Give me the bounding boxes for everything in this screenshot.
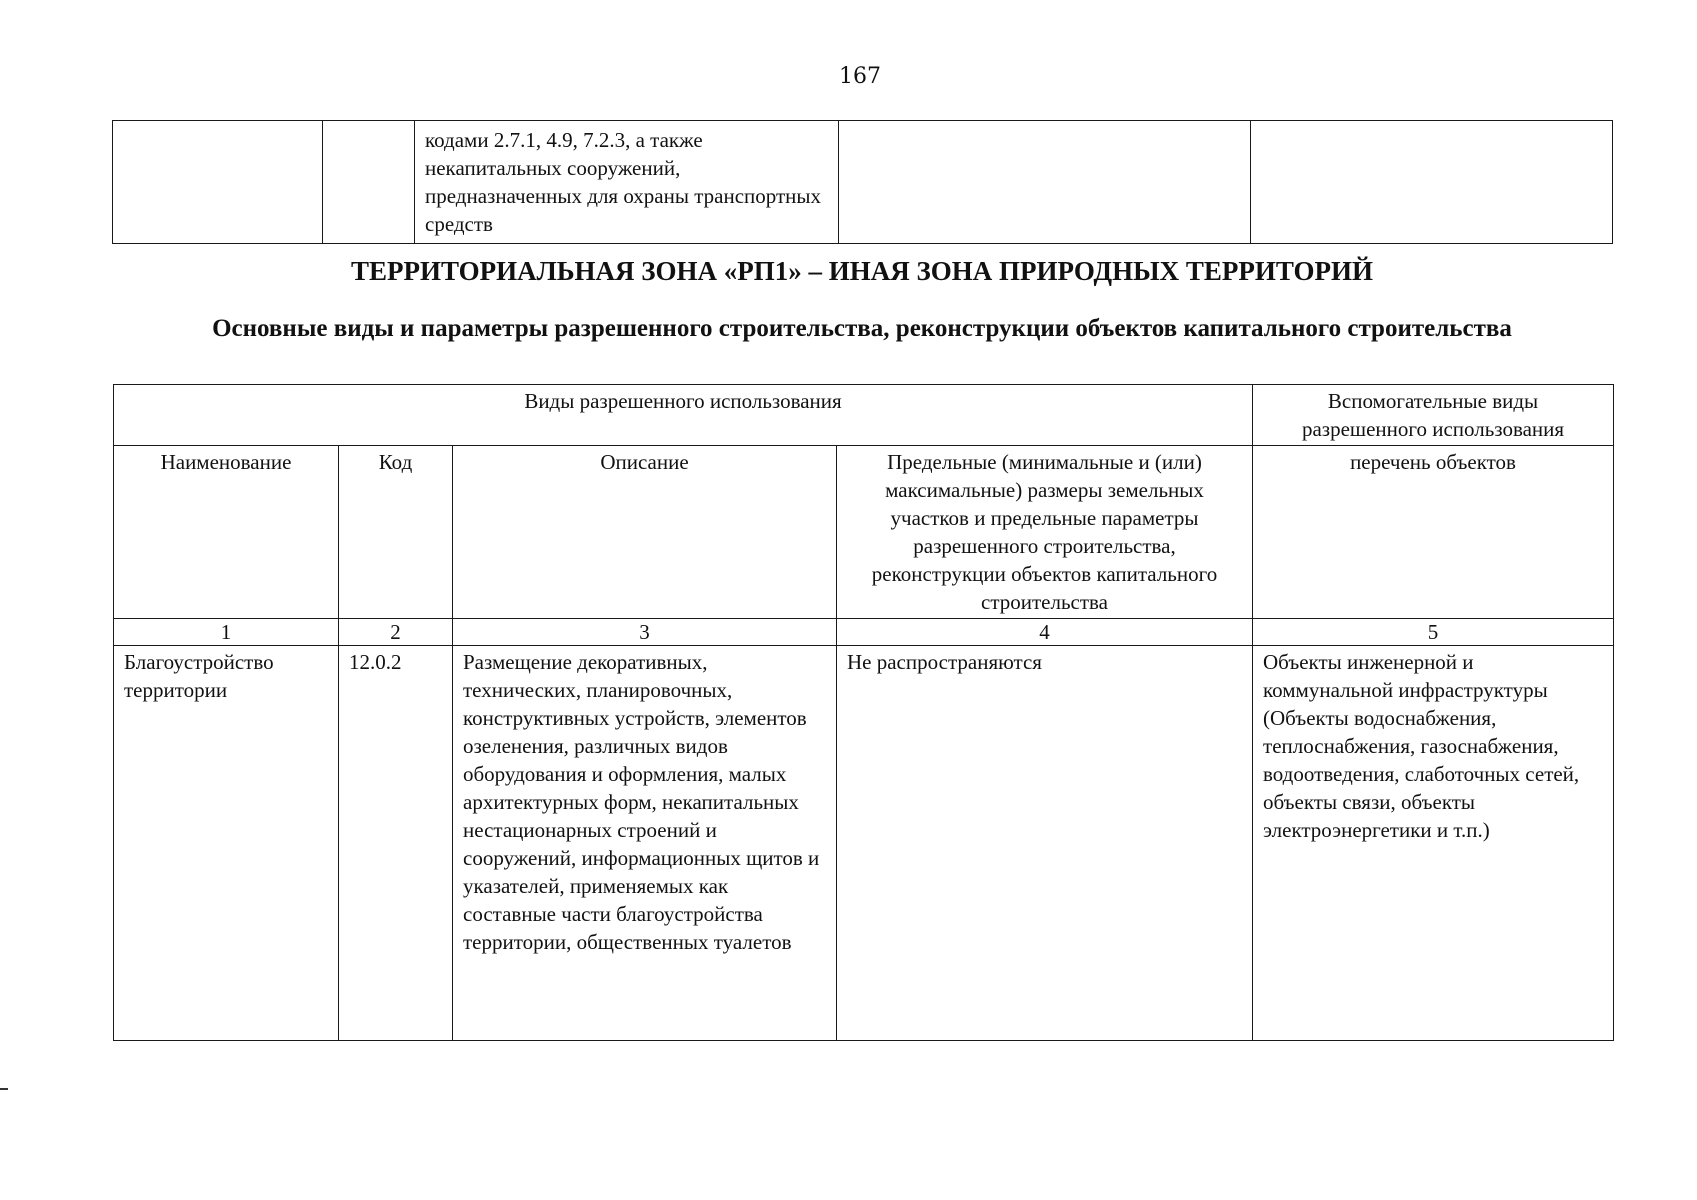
margin-mark [0, 1088, 8, 1090]
land-use-table [113, 384, 1614, 1041]
header-code: Код [339, 446, 453, 619]
cell-aux [1251, 121, 1613, 244]
group-header-aux: Вспомогательные виды разрешенного использования [1253, 385, 1614, 446]
column-number: 4 [837, 619, 1253, 646]
cell-code [323, 121, 415, 244]
section-title: Основные виды и параметры разрешенного строительства, реконструкции объектов капитального строительства [212, 315, 1512, 342]
table-row [113, 121, 1613, 244]
continuation-table [112, 120, 1613, 244]
header-name: Наименование [114, 446, 339, 619]
column-number-row [114, 619, 1614, 646]
column-number: 2 [339, 619, 453, 646]
group-header-main: Виды разрешенного использования [114, 385, 1253, 446]
cell-description: кодами 2.7.1, 4.9, 7.2.3, а также некапитальных сооружений, предназначенных для охраны транспортных средств [415, 121, 839, 244]
cell-aux: Объекты инженерной и коммунальной инфраструктуры (Объекты водоснабжения, теплоснабжения, газоснабжения, водоотведения, слаботочных сетей, объекты связи, объекты электроэнергетики и т.п.) [1253, 646, 1614, 1041]
column-header-row [114, 446, 1614, 619]
header-limits: Предельные (минимальные и (или) максимальные) размеры земельных участков и предельные параметры разрешенного строительства, реконструкции объектов капитального строительства [837, 446, 1253, 619]
zone-title: ТЕРРИТОРИАЛЬНАЯ ЗОНА «РП1» – ИНАЯ ЗОНА ПРИРОДНЫХ ТЕРРИТОРИЙ [350, 256, 1374, 286]
column-number: 3 [453, 619, 837, 646]
table-row [114, 646, 1614, 1041]
page-number: 167 [839, 64, 881, 89]
column-number: 1 [114, 619, 339, 646]
cell-code: 12.0.2 [339, 646, 453, 1041]
cell-limits: Не распространяются [837, 646, 1253, 1041]
column-number: 5 [1253, 619, 1614, 646]
header-aux-list: перечень объектов [1253, 446, 1614, 619]
cell-name: Благоустройство территории [114, 646, 339, 1041]
cell-description: Размещение декоративных, технических, планировочных, конструктивных устройств, элементов озеленения, различных видов оборудования и оформления, малых архитектурных форм, некапитальных нестационарных строений и сооружений, информационных щитов и указателей, применяемых как составные части благоустройства территории, общественных туалетов [453, 646, 837, 1041]
header-description: Описание [453, 446, 837, 619]
cell-limits [839, 121, 1251, 244]
cell-name [113, 121, 323, 244]
group-header-row [114, 385, 1614, 446]
